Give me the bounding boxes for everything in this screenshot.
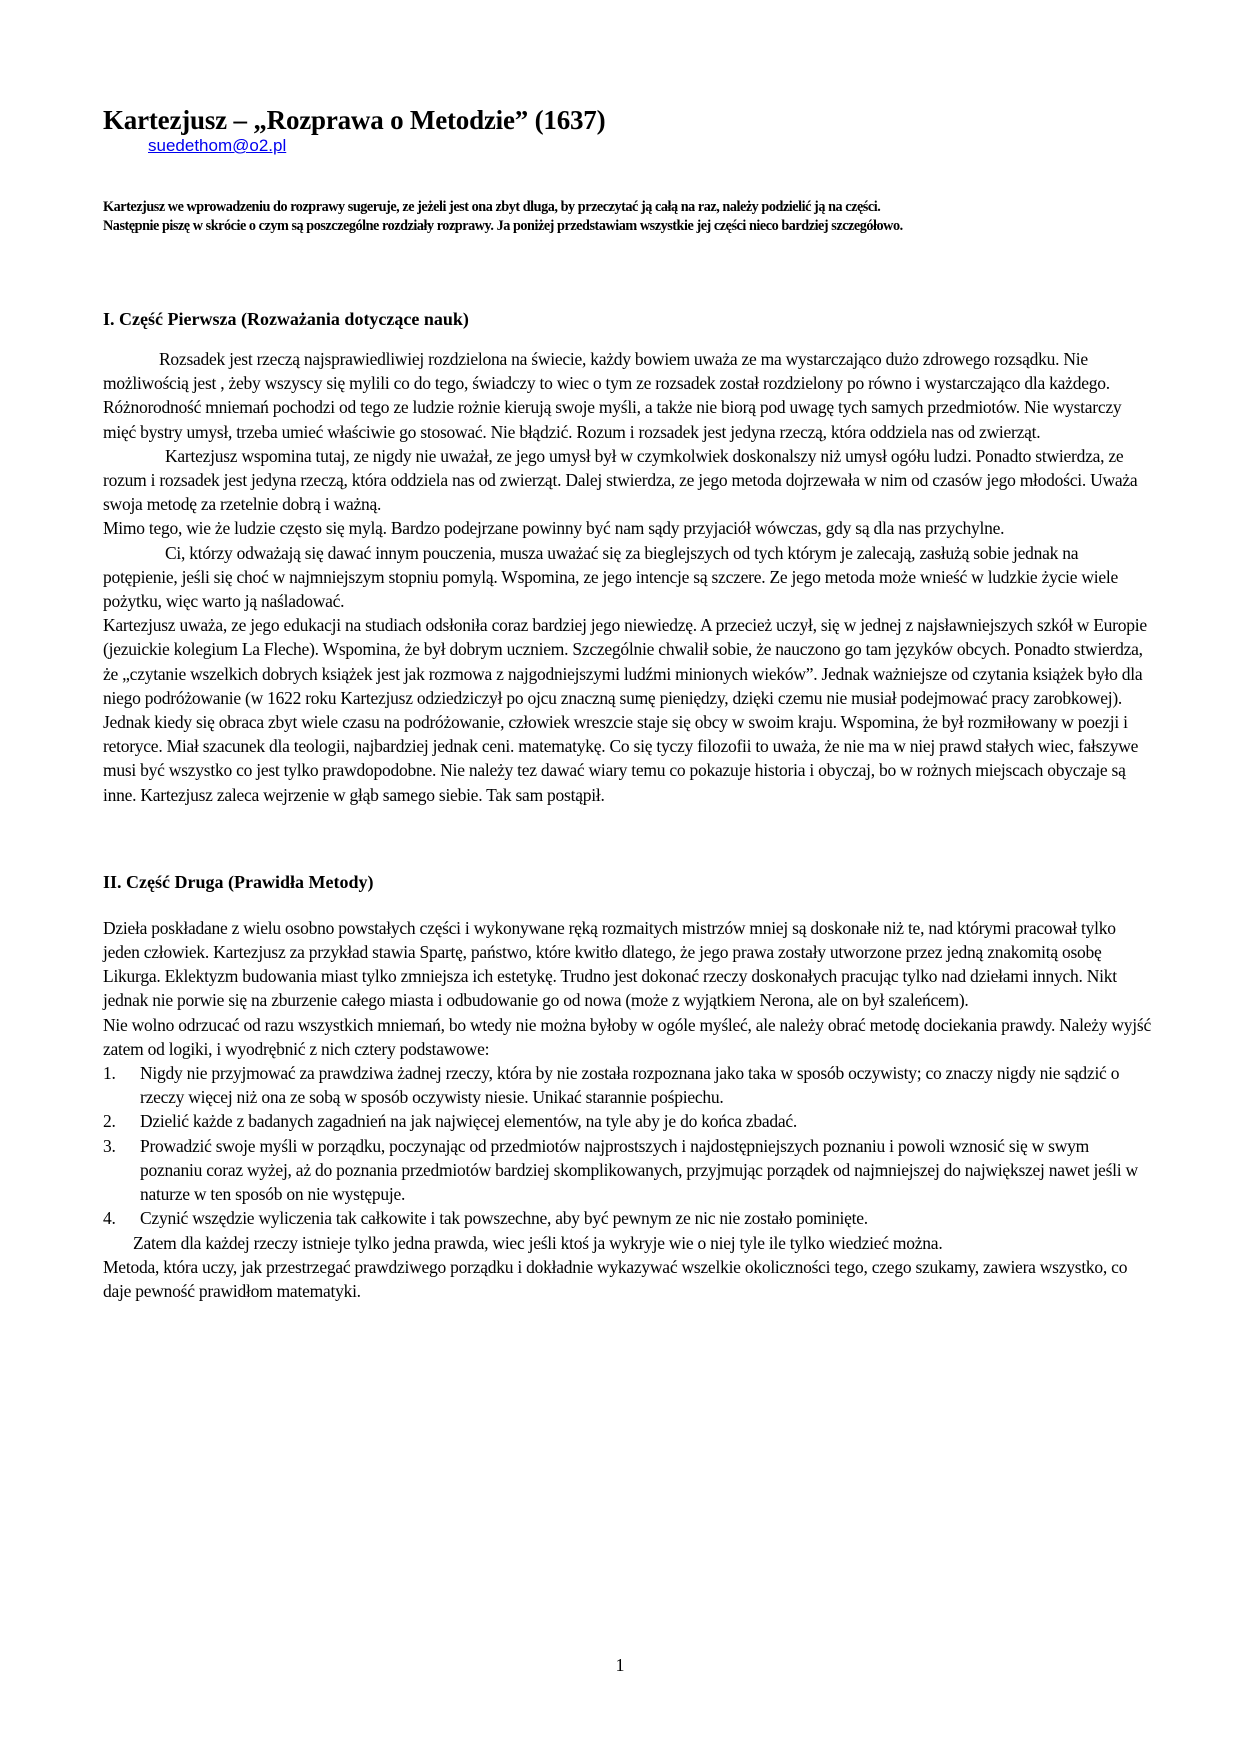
section-1-heading: I. Część Pierwsza (Rozważania dotyczące nauk) [103,309,469,329]
intro-line-2: Następnie piszę w skrócie o czym są poszczególne rozdziały rozprawy. Ja poniżej przedstawiam wszystkie jej części nieco bardziej szczegółowo. [103,218,903,234]
intro-line-1: Kartezjusz we wprowadzeniu do rozprawy sugeruje, ze jeżeli jest ona zbyt dluga, by przeczytać ją całą na raz, należy podzielić ją na części. [103,199,881,215]
section-2-body [103,916,1153,1303]
paragraph: Rozsadek jest rzeczą najsprawiedliwiej rozdzielona na świecie, każdy bowiem uważa ze ma wystarczająco dużo zdrowego rozsądku. Nie możliwością jest , żeby wszyscy się mylili co do tego, świadczy to wiec o tym ze rozsadek został rozdzielony po równo i wystarczająco dla każdego. Różnorodność mniemań pochodzi od tego ze ludzie rożnie kierują swoje myśli, a także nie biorą pod uwagę tych samych przedmiotów. Nie wystarczy mięć bystry umysł, trzeba umieć właściwie go stosować. Nie błądzić. Rozum i rozsadek jest jedyna rzeczą, która oddziela nas od zwierząt. [103,349,1122,442]
paragraph: Zatem dla każdej rzeczy istnieje tylko jedna prawda, wiec jeśli ktoś ja wykryje wie o niej tyle ile tylko wiedzieć można. [133,1232,943,1253]
paragraph: Dzieła poskładane z wielu osobno powstałych części i wykonywane ręką rozmaitych mistrzów mniej są doskonałe niż te, nad którymi pracował tylko jeden człowiek. Kartezjusz za przykład stawia Spartę, państwo, które kwitło dlatego, że jego prawa zostały utworzone przez jedną znakomitą osobę Likurga. Eklektyzm budowania miast tylko zmniejsza ich estetykę. Trudno jest dokonać rzeczy doskonałych pracując tylko nad dziełami innych. Nikt jednak nie porwie się na zburzenie całego miasta i odbudowanie go od nowa (może z wyjątkiem Nerona, ale on był szaleńcem). [103,917,1117,1011]
paragraph: Kartezjusz uważa, ze jego edukacji na studiach odsłoniła coraz bardziej jego niewiedzę. A przecież uczył, się w jednej z najsławniejszych szkół w Europie (jezuickie kolegium La Fleche). Wspomina, że był dobrym uczniem. Szczególnie chwalił sobie, że nauczono go tam języków obcych. Ponadto stwierdza, że „czytanie wszelkich dobrych książek jest jak rozmowa z najgodniejszymi ludźmi minionych wieków”. Jednak ważniejsze od czytania książek było dla niego podróżowanie (w 1622 roku Kartezjusz odziedziczył po ojcu znaczną sumę pieniędzy, dzięki czemu nie musiał podejmować pracy zarobkowej). Jednak kiedy się obraca zbyt wiele czasu na podróżowanie, człowiek wreszcie staje się obcy w swoim kraju. Wspomina, że był rozmiłowany w poezji i retoryce. Miał szacunek dla teologii, najbardziej jednak ceni. matematykę. Co się tyczy filozofii to uważa, że nie ma w niej prawd stałych wiec, fałszywe musi być wszystko co jest tylko prawdopodobne. Nie należy tez dawać wiary temu co pokazuje historia i obyczaj, bo w rożnych miejscach obyczaje są inne. Kartezjusz zaleca wejrzenie w głąb samego siebie. Tak sam postąpił. [103,615,1147,805]
page-number: 1 [615,1655,625,1675]
list-number: 1. [103,1063,116,1084]
list-number: 2. [103,1111,116,1132]
paragraph: Metoda, która uczy, jak przestrzegać prawdziwego porządku i dokładnie wykazywać wszelkie okoliczności tego, czego szukamy, zawiera wszystko, co daje pewność prawidłom matematyki. [103,1256,1128,1301]
paragraph: Kartezjusz wspomina tutaj, ze nigdy nie uważał, ze jego umysł był w czymkolwiek doskonalszy niż umysł ogółu ludzi. Ponadto stwierdza, ze rozum i rozsadek jest jedyna rzeczą, która oddziela nas od zwierząt. Dalej stwierdza, ze jego metoda dojrzewała w nim od czasów jego młodości. Uważa swoja metodę za rzetelnie dobrą i ważną. [103,445,1138,515]
list-item [103,1109,1153,1133]
document-title: Kartezjusz – „Rozprawa o Metodzie” (1637) [103,105,606,135]
list-number: 4. [103,1208,116,1229]
list-number: 3. [103,1135,116,1156]
section-2-heading: II. Część Druga (Prawidła Metody) [103,871,374,892]
list-item [103,1206,1153,1230]
method-rules-list [103,1061,1153,1230]
list-item [103,1134,1153,1207]
paragraph: Nie wolno odrzucać od razu wszystkich mniemań, bo wtedy nie można byłoby w ogóle myśleć, ale należy obrać metodę dociekania prawdy. Należy wyjść zatem od logiki, i wyodrębnić z nich cztery podstawowe: [103,1014,1151,1059]
list-text: Nigdy nie przyjmować za prawdziwa żadnej rzeczy, która by nie została rozpoznana jako taka w sposób oczywisty; co znaczy nigdy nie sądzić o rzeczy więcej niż ona ze sobą w sposób oczywisty niesie. Unikać starannie pośpiechu. [140,1063,1120,1108]
email-link[interactable]: suedethom@o2.pl [148,136,287,155]
paragraph: Mimo tego, wie że ludzie często się mylą. Bardzo podejrzane powinny być nam sądy przyjaciół wówczas, gdy są dla nas przychylne. [103,518,1005,539]
list-text: Prowadzić swoje myśli w porządku, poczynając od przedmiotów najprostszych i najdostępniejszych poznaniu i powoli wznosić się w swym poznaniu coraz wyżej, aż do poznania przedmiotów bardziej skomplikowanych, przyjmując porządek od najmniejszej do największej nawet jeśli w naturze w ten sposób on nie występuje. [140,1135,1138,1205]
paragraph: Ci, którzy odważają się dawać innym pouczenia, musza uważać się za bieglejszych od tych którym je zalecają, zasłużą sobie jednak na potępienie, jeśli się choć w najmniejszym stopniu pomylą. Wspomina, ze jego intencje są szczere. Ze jego metoda może wnieść w ludzkie życie wiele pożytku, więc warto ją naśladować. [103,542,1119,612]
intro-note [103,198,1153,236]
document-page [103,104,1153,1303]
list-text: Dzielić każde z badanych zagadnień na jak najwięcej elementów, na tyle aby je do końca zbadać. [140,1111,798,1132]
list-item [103,1061,1153,1109]
section-1-body [103,347,1153,807]
list-text: Czynić wszędzie wyliczenia tak całkowite i tak powszechne, aby być pewnym ze nic nie zostało pominięte. [140,1208,868,1229]
